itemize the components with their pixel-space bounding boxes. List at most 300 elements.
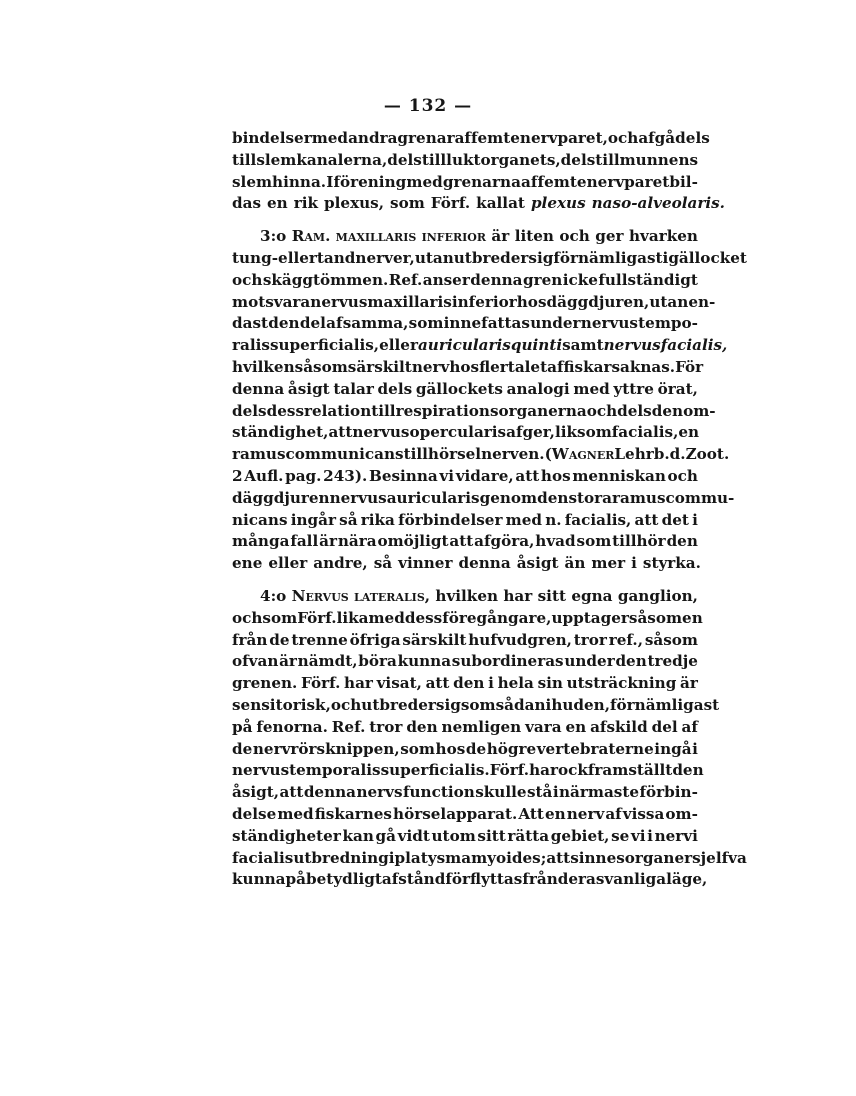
word: sig bbox=[528, 248, 554, 267]
word: förbin- bbox=[639, 783, 698, 802]
word: med bbox=[368, 608, 405, 627]
page-number-header: — 132 — bbox=[383, 96, 473, 116]
word: vissa bbox=[622, 804, 665, 823]
word: trenne bbox=[291, 630, 348, 649]
word: utsträckning bbox=[566, 674, 677, 693]
word: afgå bbox=[638, 129, 676, 147]
word: skäggtömmen. bbox=[262, 270, 389, 289]
word: i bbox=[662, 248, 669, 267]
word: utbredning bbox=[293, 848, 389, 867]
word: i bbox=[388, 848, 395, 867]
word: ständigheter bbox=[232, 826, 341, 845]
word: Förf. bbox=[489, 761, 530, 780]
word: under bbox=[564, 652, 615, 671]
word: en bbox=[682, 608, 703, 627]
word: Aufl. bbox=[244, 466, 284, 485]
word: att bbox=[279, 783, 304, 802]
word: och bbox=[559, 227, 590, 246]
word: af bbox=[681, 717, 698, 736]
word: är bbox=[491, 227, 510, 246]
word: Ref. bbox=[331, 717, 366, 736]
word: gällockets bbox=[415, 379, 503, 398]
word: dels bbox=[617, 401, 652, 420]
word: Lehrb. bbox=[614, 445, 670, 464]
word: liksom bbox=[554, 423, 612, 442]
word: är bbox=[319, 532, 337, 551]
text-line bbox=[232, 826, 698, 848]
word: genom bbox=[479, 488, 538, 507]
word: slemhinna. bbox=[232, 172, 327, 191]
word: i bbox=[631, 554, 637, 573]
word: nervus bbox=[580, 314, 638, 333]
word: fenorna. bbox=[256, 717, 328, 736]
word: hela bbox=[497, 674, 534, 693]
word: del bbox=[299, 314, 326, 333]
word: nervparet, bbox=[519, 129, 608, 147]
word: rätta bbox=[507, 826, 550, 845]
word: vidt bbox=[397, 826, 430, 845]
word: som bbox=[262, 608, 298, 627]
word: gebiet, bbox=[550, 826, 610, 845]
word: från bbox=[232, 630, 268, 649]
word: vinner bbox=[398, 554, 453, 573]
word: upptager bbox=[551, 608, 629, 627]
word: med bbox=[406, 172, 443, 191]
word: att bbox=[634, 510, 659, 529]
text-line bbox=[232, 760, 704, 782]
word: den bbox=[672, 761, 704, 780]
word: de bbox=[465, 739, 487, 758]
word: 3:o bbox=[260, 227, 287, 246]
word: andre, bbox=[313, 554, 368, 573]
word: den bbox=[406, 717, 438, 736]
word: som bbox=[390, 194, 425, 213]
text-line bbox=[232, 150, 698, 172]
word: ofvan bbox=[232, 652, 279, 671]
word: andra bbox=[348, 129, 398, 147]
text-line bbox=[232, 586, 698, 608]
word: öfriga bbox=[349, 630, 401, 649]
word: se bbox=[611, 826, 630, 845]
word: facialis, bbox=[660, 336, 728, 355]
word: gällocket bbox=[668, 248, 747, 267]
word: utbreder bbox=[453, 248, 529, 267]
word: grenar bbox=[397, 129, 455, 147]
word: anser bbox=[422, 270, 470, 289]
text-line bbox=[232, 869, 708, 891]
word: och bbox=[607, 129, 639, 147]
word: såsom bbox=[628, 608, 683, 627]
paragraph bbox=[232, 586, 747, 891]
word: och bbox=[667, 466, 698, 485]
word: eller bbox=[268, 554, 308, 573]
word: till bbox=[595, 150, 620, 169]
word: talar bbox=[333, 379, 374, 398]
word: tandnerver, bbox=[316, 248, 415, 267]
word: hos bbox=[449, 357, 480, 376]
text-line bbox=[232, 292, 716, 314]
word: kunna bbox=[232, 870, 286, 889]
word: function bbox=[402, 783, 475, 802]
text-line bbox=[232, 401, 716, 423]
word: ene bbox=[232, 554, 263, 573]
word: analogi bbox=[506, 379, 570, 398]
word: mer bbox=[591, 554, 626, 573]
word: ralis bbox=[232, 336, 270, 355]
word: nicans bbox=[232, 510, 288, 529]
word: tillhör bbox=[612, 532, 666, 551]
word: inferior bbox=[451, 292, 517, 311]
word: das bbox=[232, 194, 262, 213]
text-line bbox=[232, 444, 730, 466]
word: pag. bbox=[285, 466, 322, 485]
word: dels bbox=[675, 129, 710, 147]
word: samt bbox=[562, 336, 604, 355]
word: till bbox=[371, 401, 396, 420]
word: till bbox=[403, 445, 428, 464]
text-line bbox=[232, 488, 735, 510]
word: dels bbox=[387, 150, 422, 169]
word: vertebraterne bbox=[536, 739, 654, 758]
text-line bbox=[232, 466, 698, 488]
word: hos bbox=[516, 292, 547, 311]
word: föregångare, bbox=[442, 608, 552, 627]
word: nemligen bbox=[441, 717, 522, 736]
word: sig bbox=[435, 695, 461, 714]
word: dast bbox=[232, 314, 269, 333]
word: fullständigt bbox=[598, 270, 698, 289]
word: förflyttas bbox=[445, 870, 523, 889]
word: som bbox=[460, 695, 496, 714]
word: till bbox=[232, 150, 257, 169]
word: fiskarnes bbox=[314, 804, 392, 823]
word: som bbox=[408, 314, 444, 333]
word: en bbox=[267, 194, 288, 213]
word: betydligt bbox=[305, 870, 382, 889]
paragraph bbox=[232, 226, 747, 575]
word: örat, bbox=[657, 379, 698, 398]
word: superficialis. bbox=[380, 761, 490, 780]
word: framställt bbox=[587, 761, 673, 780]
word: ständighet, bbox=[232, 423, 329, 442]
word: i bbox=[692, 510, 698, 529]
word: femte bbox=[537, 172, 587, 191]
word: fall bbox=[290, 532, 319, 551]
text-line bbox=[232, 248, 747, 270]
word: om- bbox=[683, 401, 716, 420]
word: fiskar bbox=[563, 357, 612, 376]
word: lika bbox=[336, 608, 369, 627]
word: i bbox=[552, 783, 559, 802]
word: sin bbox=[537, 674, 563, 693]
word: den bbox=[651, 401, 684, 420]
word: böra bbox=[358, 652, 397, 671]
word: har bbox=[529, 761, 558, 780]
word: quinti bbox=[510, 336, 563, 355]
word: afger, bbox=[506, 423, 555, 442]
text-line bbox=[232, 651, 698, 673]
word: denna bbox=[458, 554, 511, 573]
word: och bbox=[586, 401, 618, 420]
word: i bbox=[647, 826, 653, 845]
word: kallat bbox=[476, 194, 525, 213]
word: nervus bbox=[603, 336, 661, 355]
word: den bbox=[666, 532, 698, 551]
word: omöjligt bbox=[377, 532, 449, 551]
word: gå bbox=[375, 826, 396, 845]
word: af bbox=[454, 129, 471, 147]
word: vidare, bbox=[455, 466, 514, 485]
word: denna bbox=[470, 270, 523, 289]
word: dess bbox=[404, 608, 443, 627]
word: har bbox=[344, 674, 373, 693]
word: grenen. bbox=[232, 674, 298, 693]
word: Förf. bbox=[301, 674, 341, 693]
word: nervi bbox=[654, 826, 698, 845]
word: af bbox=[326, 314, 343, 333]
word: respirationsorganerna bbox=[395, 401, 587, 420]
word: stå bbox=[526, 783, 553, 802]
word: motsvara bbox=[232, 292, 311, 311]
word: och bbox=[232, 270, 263, 289]
text-line bbox=[232, 128, 710, 150]
word: som bbox=[400, 739, 435, 758]
word: förnämligast bbox=[553, 248, 663, 267]
word: nerv bbox=[411, 357, 450, 376]
word: icke bbox=[562, 270, 598, 289]
word: från bbox=[522, 870, 558, 889]
text-line bbox=[232, 313, 698, 335]
text-line bbox=[232, 695, 720, 717]
word: maxillaris bbox=[367, 292, 452, 311]
word: en bbox=[678, 423, 700, 442]
word: dels bbox=[560, 150, 596, 169]
word: munnens bbox=[619, 150, 699, 169]
text-line bbox=[232, 782, 698, 804]
word: är bbox=[680, 674, 698, 693]
word: auricularis bbox=[386, 488, 480, 507]
word: den bbox=[453, 674, 485, 693]
word: att bbox=[425, 674, 450, 693]
word: på bbox=[285, 870, 306, 889]
word: nervus bbox=[329, 488, 387, 507]
word: ock bbox=[557, 761, 588, 780]
word: med bbox=[277, 804, 314, 823]
word: hörselapparat. bbox=[393, 804, 518, 823]
word: För bbox=[675, 357, 704, 376]
word: nervus bbox=[310, 292, 368, 311]
word: bil- bbox=[669, 172, 698, 191]
word: visat, bbox=[376, 674, 422, 693]
word: facialis, bbox=[611, 423, 679, 442]
word: relation bbox=[304, 401, 372, 420]
word: hos bbox=[540, 466, 571, 485]
word: vi bbox=[630, 826, 646, 845]
word: under bbox=[530, 314, 581, 333]
word: hvad bbox=[535, 532, 576, 551]
paragraph-gap bbox=[232, 575, 698, 586]
word: gren bbox=[522, 270, 563, 289]
word: 4:o bbox=[260, 586, 287, 605]
text-line bbox=[232, 630, 698, 652]
word: i bbox=[692, 739, 698, 758]
text-line bbox=[232, 804, 698, 826]
word: superficialis, bbox=[269, 336, 380, 355]
body-text bbox=[232, 128, 747, 891]
word: nerv bbox=[566, 804, 605, 823]
word: som bbox=[576, 532, 612, 551]
word: rika bbox=[360, 510, 395, 529]
word: sådan bbox=[495, 695, 546, 714]
word: opercularis bbox=[409, 423, 507, 442]
word: den bbox=[537, 488, 569, 507]
text-line bbox=[232, 510, 698, 532]
word: i bbox=[545, 695, 552, 714]
word: däggdjuren, bbox=[546, 292, 650, 311]
paragraph-gap bbox=[232, 215, 698, 226]
word: nervus bbox=[232, 761, 290, 780]
word: kan bbox=[342, 826, 374, 845]
word: d. bbox=[669, 445, 686, 464]
word: att bbox=[515, 466, 540, 485]
text-line bbox=[232, 193, 725, 215]
text-line bbox=[232, 270, 698, 292]
word: hvilken bbox=[232, 357, 295, 376]
word: sinnesorganer bbox=[570, 848, 693, 867]
word: tempo- bbox=[638, 314, 698, 333]
text-line bbox=[232, 553, 701, 575]
word: däggdjuren bbox=[232, 488, 330, 507]
word: sjelfva bbox=[692, 848, 747, 867]
word: ger bbox=[595, 227, 624, 246]
word: 2 bbox=[232, 466, 243, 485]
word: åsigt bbox=[287, 379, 330, 398]
word: utan bbox=[414, 248, 454, 267]
word: yttre bbox=[613, 379, 654, 398]
word: att bbox=[328, 423, 353, 442]
word: naso-alveolaris. bbox=[591, 194, 725, 213]
word: om- bbox=[665, 804, 698, 823]
word: myoides; bbox=[471, 848, 547, 867]
word: att bbox=[449, 532, 474, 551]
word: afstånd bbox=[381, 870, 446, 889]
word: luktorganets, bbox=[446, 150, 561, 169]
word: så bbox=[373, 554, 393, 573]
word: plexus bbox=[530, 194, 586, 213]
word: skulle bbox=[475, 783, 527, 802]
word: nervs bbox=[356, 783, 403, 802]
text-line bbox=[232, 739, 698, 761]
word: tror bbox=[573, 630, 607, 649]
word: den bbox=[268, 314, 300, 333]
word: såsom bbox=[644, 630, 698, 649]
text-line bbox=[232, 717, 698, 739]
word: subordineras bbox=[451, 652, 564, 671]
word: flertalet bbox=[479, 357, 548, 376]
word: dess bbox=[266, 401, 304, 420]
word: commu- bbox=[665, 488, 735, 507]
word: såsom bbox=[294, 357, 348, 376]
word: Besinna bbox=[368, 466, 438, 485]
word: egna bbox=[571, 586, 613, 605]
word: afgöra, bbox=[474, 532, 535, 551]
word: en bbox=[565, 717, 587, 736]
word: att bbox=[546, 848, 571, 867]
word: nervrörsknippen, bbox=[252, 739, 400, 758]
word: bindelser bbox=[232, 129, 312, 147]
word: communicans bbox=[285, 445, 404, 464]
word: temporalis bbox=[289, 761, 381, 780]
word: af bbox=[605, 804, 622, 823]
word: af bbox=[547, 357, 564, 376]
word: saknas. bbox=[611, 357, 676, 376]
word: ganglion, bbox=[617, 586, 698, 605]
word: en- bbox=[688, 292, 716, 311]
word: många bbox=[232, 532, 290, 551]
word: nervparet bbox=[586, 172, 670, 191]
word: tung- bbox=[232, 248, 279, 267]
word: och bbox=[330, 695, 362, 714]
word: liten bbox=[514, 227, 554, 246]
word: ingår bbox=[290, 510, 336, 529]
word: platysma bbox=[394, 848, 472, 867]
word: facialis bbox=[232, 848, 294, 867]
word: del bbox=[651, 717, 678, 736]
text-line bbox=[232, 172, 698, 194]
word: den bbox=[615, 652, 647, 671]
word: eller bbox=[278, 248, 317, 267]
word: än bbox=[564, 554, 586, 573]
word: de bbox=[269, 630, 290, 649]
word: af bbox=[521, 172, 538, 191]
text-line bbox=[232, 848, 747, 870]
text-line bbox=[232, 673, 698, 695]
word: särskilt bbox=[402, 630, 467, 649]
word: Zoot. bbox=[685, 445, 730, 464]
word: ref., bbox=[608, 630, 643, 649]
word: så bbox=[339, 510, 358, 529]
word: hvarken bbox=[629, 227, 698, 246]
word: hörselnerven. bbox=[427, 445, 545, 464]
word: med bbox=[573, 379, 610, 398]
word: tredje bbox=[647, 652, 698, 671]
word: särskilt bbox=[347, 357, 412, 376]
word: det bbox=[661, 510, 689, 529]
word: Förf. bbox=[297, 608, 337, 627]
word: tror bbox=[369, 717, 403, 736]
word: stora bbox=[568, 488, 612, 507]
word: 243). bbox=[323, 466, 368, 485]
word: hvilken bbox=[435, 586, 499, 605]
word: nervus bbox=[352, 423, 410, 442]
text-line bbox=[232, 531, 698, 553]
word: Förf. bbox=[430, 194, 471, 213]
word: dels bbox=[377, 379, 413, 398]
word: en bbox=[544, 804, 566, 823]
text-line bbox=[232, 357, 704, 379]
word: Ref. bbox=[388, 270, 423, 289]
text-line bbox=[232, 608, 703, 630]
word: Att bbox=[518, 804, 544, 823]
word: sitt bbox=[477, 826, 506, 845]
text-line bbox=[232, 422, 698, 444]
word: utom bbox=[431, 826, 476, 845]
word: plexus, bbox=[324, 194, 385, 213]
word: på bbox=[232, 717, 253, 736]
word: eller bbox=[379, 336, 418, 355]
text-line bbox=[232, 335, 728, 357]
word: styrka. bbox=[642, 554, 701, 573]
